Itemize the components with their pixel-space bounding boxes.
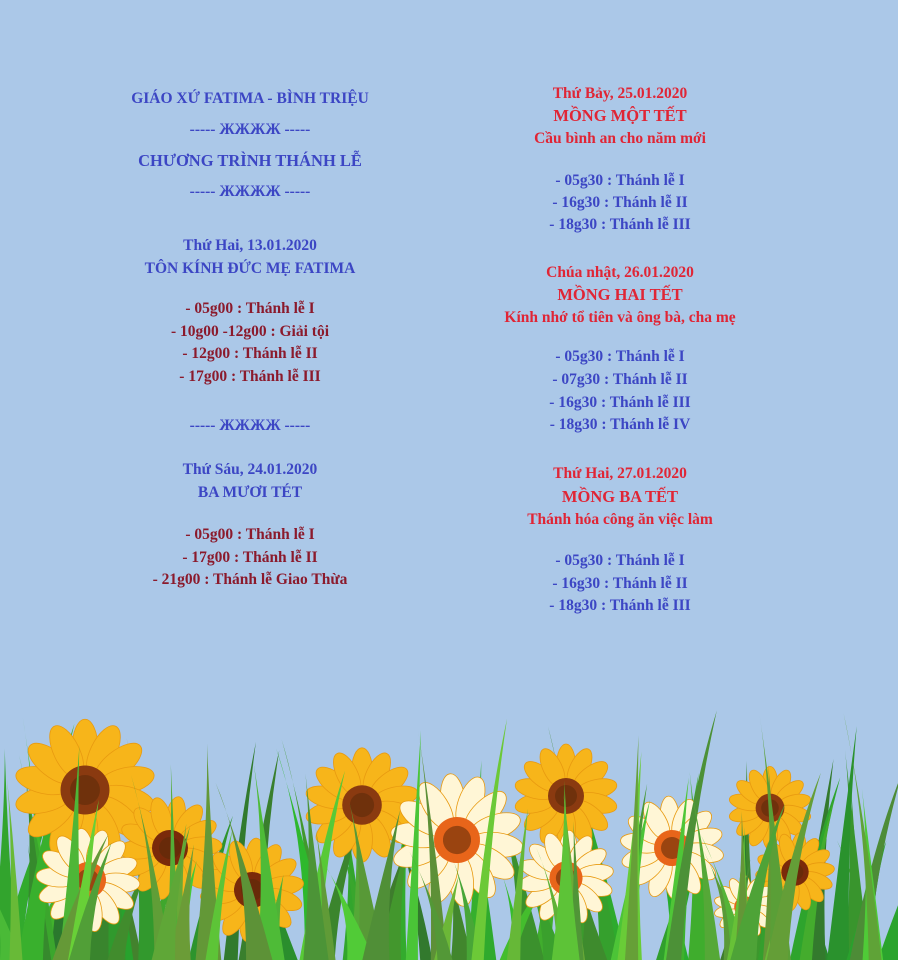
section-date: Thứ Sáu, 24.01.2020 [182, 461, 318, 478]
section-subtitle: Thánh hóa công ăn việc làm [527, 511, 713, 528]
flowers [13, 719, 840, 946]
schedule-item: - 05g30 : Thánh lễ I [555, 348, 685, 365]
schedule-item: - 16g30 : Thánh lễ III [549, 394, 691, 411]
section-date: Thứ Hai, 27.01.2020 [553, 465, 687, 482]
schedule-item: - 05g30 : Thánh lễ I [555, 172, 685, 189]
schedule-item: - 17g00 : Thánh lễ II [182, 549, 318, 566]
section-date: Chúa nhật, 26.01.2020 [546, 264, 694, 281]
program-title: CHƯƠNG TRÌNH THÁNH LỄ [138, 151, 362, 170]
section-title: MỒNG MỘT TẾT [553, 106, 687, 125]
section-subtitle: Cầu bình an cho năm mới [534, 130, 706, 147]
section-title: MỒNG HAI TẾT [557, 285, 683, 304]
section-title: TÔN KÍNH ĐỨC MẸ FATIMA [144, 260, 356, 277]
section-title: BA MƯƠI TÉT [197, 484, 303, 501]
schedule-item: - 10g00 -12g00 : Giải tội [171, 323, 329, 340]
divider: ----- ЖЖЖЖ ----- [189, 417, 311, 434]
schedule-item: - 07g30 : Thánh lễ II [552, 371, 688, 388]
schedule-item: - 05g00 : Thánh lễ I [185, 526, 315, 543]
section-title: MỒNG BA TẾT [561, 487, 679, 506]
schedule-item: - 18g30 : Thánh lễ IV [549, 416, 691, 433]
schedule-item: - 05g00 : Thánh lễ I [185, 300, 315, 317]
parish-title: GIÁO XỨ FATIMA - BÌNH TRIỆU [131, 90, 369, 107]
schedule-item: - 17g00 : Thánh lễ III [179, 368, 321, 385]
section-date: Thứ Bảy, 25.01.2020 [552, 85, 688, 102]
schedule-item: - 12g00 : Thánh lễ II [182, 345, 318, 362]
section-date: Thứ Hai, 13.01.2020 [183, 237, 317, 254]
divider: ----- ЖЖЖЖ ----- [189, 183, 311, 200]
schedule-item: - 16g30 : Thánh lễ II [552, 194, 688, 211]
section-subtitle: Kính nhớ tổ tiên và ông bà, cha mẹ [504, 309, 736, 326]
schedule-item: - 05g30 : Thánh lễ I [555, 552, 685, 569]
schedule-item: - 18g30 : Thánh lễ III [549, 216, 691, 233]
flower-garden-decoration [0, 700, 898, 960]
schedule-item: - 18g30 : Thánh lễ III [549, 597, 691, 614]
divider: ----- ЖЖЖЖ ----- [189, 121, 311, 138]
schedule-item: - 16g30 : Thánh lễ II [552, 575, 688, 592]
schedule-item: - 21g00 : Thánh lễ Giao Thừa [152, 571, 348, 588]
